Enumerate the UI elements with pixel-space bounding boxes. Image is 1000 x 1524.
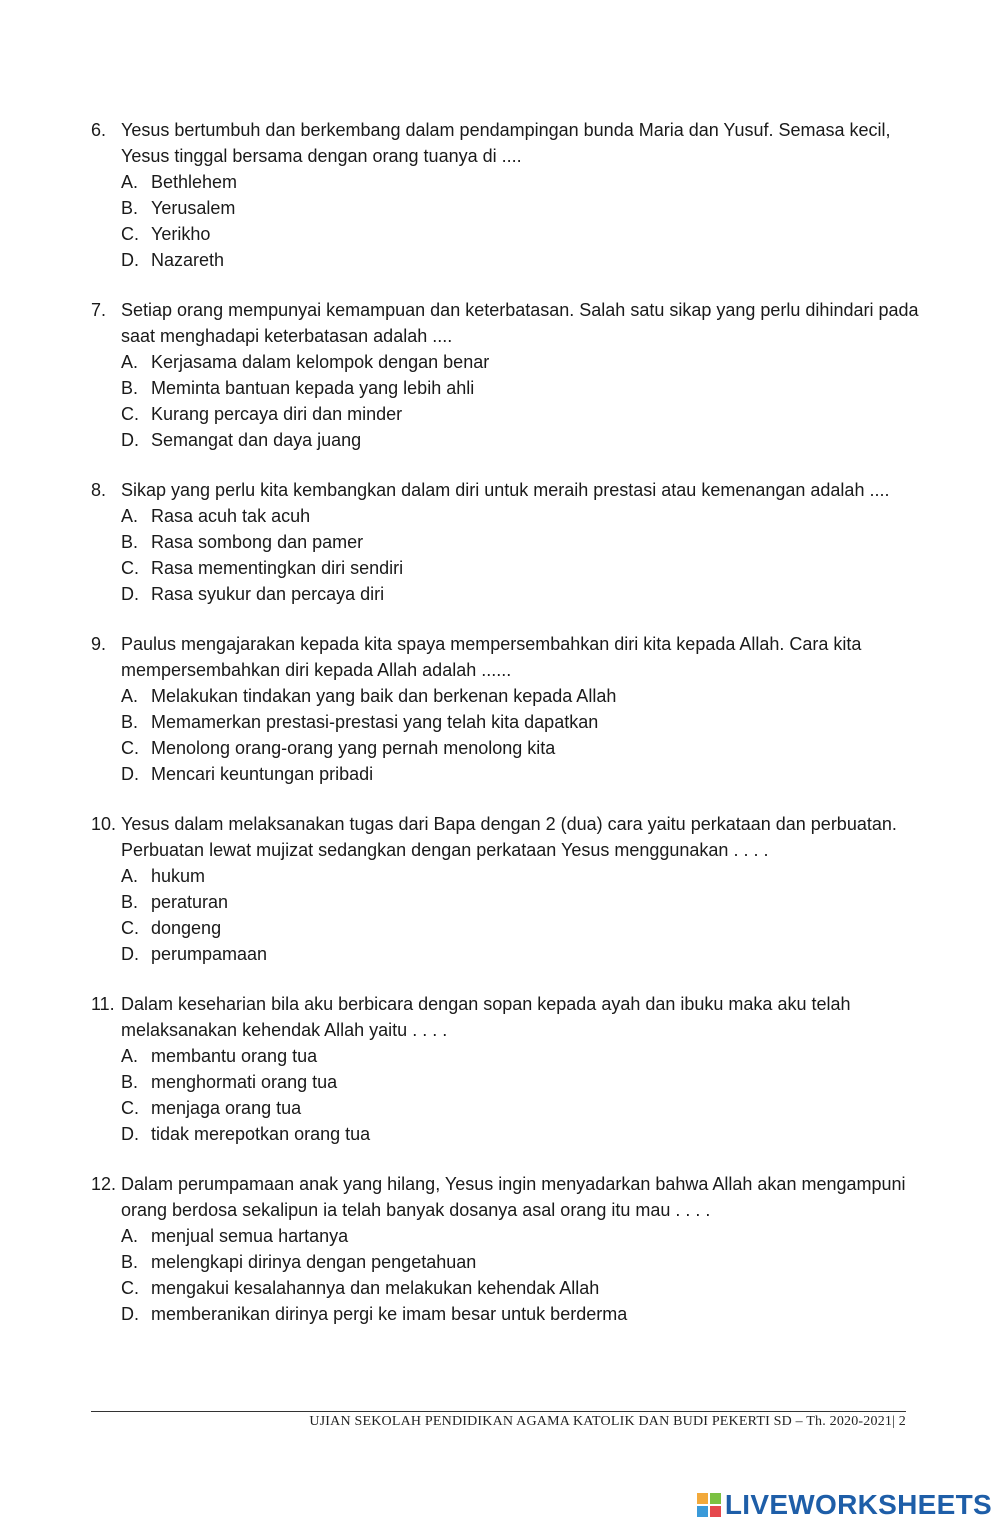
option-text: membantu orang tua — [151, 1046, 318, 1066]
option-a[interactable] — [121, 169, 921, 195]
option-letter: B. — [121, 532, 139, 552]
question-text: Sikap yang perlu kita kembangkan dalam diri untuk meraih prestasi atau kemenangan adalah .... — [121, 480, 890, 500]
option-letter: D. — [121, 250, 139, 270]
option-text: memberanikan dirinya pergi ke imam besar untuk berderma — [151, 1304, 628, 1324]
question-text: Paulus mengajarakan kepada kita spaya mempersembahkan diri kita kepada Allah. Cara kita mempersembahkan diri kepada Allah adalah ...... — [121, 634, 862, 680]
option-letter: B. — [121, 712, 139, 732]
option-text: Memamerkan prestasi-prestasi yang telah kita dapatkan — [151, 712, 599, 732]
option-d[interactable] — [121, 941, 921, 967]
question-number: 11. — [91, 994, 115, 1014]
option-letter: D. — [121, 1304, 139, 1324]
option-text: Yerikho — [151, 224, 211, 244]
liveworksheets-brand[interactable] — [696, 1489, 992, 1521]
option-b[interactable] — [121, 889, 921, 915]
question-8 — [91, 477, 921, 607]
option-text: perumpamaan — [151, 944, 268, 964]
option-letter: C. — [121, 918, 139, 938]
option-a[interactable] — [121, 863, 921, 889]
question-text: Setiap orang mempunyai kemampuan dan keterbatasan. Salah satu sikap yang perlu dihindari pada saat menghadapi keterbatasan adalah .... — [121, 300, 919, 346]
option-letter: A. — [121, 866, 139, 886]
question-list — [91, 117, 921, 1351]
question-10 — [91, 811, 921, 967]
option-d[interactable] — [121, 761, 921, 787]
option-a[interactable] — [121, 1043, 921, 1069]
question-6 — [91, 117, 921, 273]
option-c[interactable] — [121, 735, 921, 761]
page-footer: UJIAN SEKOLAH PENDIDIKAN AGAMA KATOLIK DAN BUDI PEKERTI SD – Th. 2020-2021| 2 — [309, 1414, 906, 1429]
option-b[interactable] — [121, 529, 921, 555]
option-letter: B. — [121, 198, 139, 218]
option-letter: C. — [121, 404, 139, 424]
option-b[interactable] — [121, 709, 921, 735]
option-text: Rasa acuh tak acuh — [151, 506, 311, 526]
option-text: melengkapi dirinya dengan pengetahuan — [151, 1252, 477, 1272]
option-letter: B. — [121, 892, 139, 912]
option-text: peraturan — [151, 892, 229, 912]
option-c[interactable] — [121, 1275, 921, 1301]
option-b[interactable] — [121, 1069, 921, 1095]
question-number: 9. — [91, 634, 107, 654]
option-a[interactable] — [121, 349, 921, 375]
question-text: Dalam keseharian bila aku berbicara dengan sopan kepada ayah dan ibuku maka aku telah melaksanakan kehendak Allah yaitu . . . . — [121, 994, 851, 1040]
option-text: Rasa syukur dan percaya diri — [151, 584, 385, 604]
question-text: Yesus dalam melaksanakan tugas dari Bapa dengan 2 (dua) cara yaitu perkataan dan perbuatan. Perbuatan lewat mujizat sedangkan dengan perkataan Yesus menggunakan . . . . — [121, 814, 897, 860]
option-letter: D. — [121, 430, 139, 450]
option-letter: C. — [121, 1098, 139, 1118]
option-text: Nazareth — [151, 250, 225, 270]
question-9 — [91, 631, 921, 787]
option-c[interactable] — [121, 1095, 921, 1121]
option-letter: C. — [121, 1278, 139, 1298]
brand-name: LIVEWORKSHEETS — [724, 1489, 992, 1520]
option-text: Menolong orang-orang yang pernah menolong kita — [151, 738, 556, 758]
option-c[interactable] — [121, 221, 921, 247]
option-d[interactable] — [121, 427, 921, 453]
option-d[interactable] — [121, 581, 921, 607]
option-letter: D. — [121, 584, 139, 604]
question-12 — [91, 1171, 921, 1327]
option-letter: A. — [121, 686, 139, 706]
option-d[interactable] — [121, 1121, 921, 1147]
footer-divider — [91, 1411, 906, 1412]
option-text: menjaga orang tua — [151, 1098, 302, 1118]
option-c[interactable] — [121, 555, 921, 581]
option-letter: B. — [121, 1252, 139, 1272]
option-text: Mencari keuntungan pribadi — [151, 764, 374, 784]
option-a[interactable] — [121, 683, 921, 709]
option-text: menghormati orang tua — [151, 1072, 338, 1092]
option-letter: B. — [121, 1072, 139, 1092]
option-c[interactable] — [121, 915, 921, 941]
option-letter: D. — [121, 944, 139, 964]
option-text: dongeng — [151, 918, 222, 938]
option-text: Kerjasama dalam kelompok dengan benar — [151, 352, 490, 372]
question-7 — [91, 297, 921, 453]
option-text: Rasa sombong dan pamer — [151, 532, 364, 552]
question-number: 6. — [91, 120, 107, 140]
option-text: menjual semua hartanya — [151, 1226, 349, 1246]
question-11 — [91, 991, 921, 1147]
option-text: Yerusalem — [151, 198, 236, 218]
option-text: Kurang percaya diri dan minder — [151, 404, 403, 424]
option-text: mengakui kesalahannya dan melakukan kehendak Allah — [151, 1278, 600, 1298]
option-letter: D. — [121, 764, 139, 784]
option-letter: A. — [121, 172, 139, 192]
option-b[interactable] — [121, 375, 921, 401]
option-text: Semangat dan daya juang — [151, 430, 362, 450]
liveworksheets-logo-icon — [696, 1492, 722, 1518]
option-letter: A. — [121, 352, 139, 372]
option-letter: A. — [121, 506, 139, 526]
option-text: Meminta bantuan kepada yang lebih ahli — [151, 378, 475, 398]
question-text: Yesus bertumbuh dan berkembang dalam pendampingan bunda Maria dan Yusuf. Semasa kecil, Yesus tinggal bersama dengan orang tuanya di .... — [121, 120, 891, 166]
option-text: Melakukan tindakan yang baik dan berkenan kepada Allah — [151, 686, 617, 706]
option-letter: A. — [121, 1046, 139, 1066]
option-d[interactable] — [121, 1301, 921, 1327]
option-c[interactable] — [121, 401, 921, 427]
question-text: Dalam perumpamaan anak yang hilang, Yesus ingin menyadarkan bahwa Allah akan mengampuni orang berdosa sekalipun ia telah banyak dosanya asal orang itu mau . . . . — [121, 1174, 906, 1220]
option-letter: C. — [121, 224, 139, 244]
question-number: 8. — [91, 480, 107, 500]
option-text: hukum — [151, 866, 206, 886]
option-text: Rasa mementingkan diri sendiri — [151, 558, 404, 578]
option-letter: A. — [121, 1226, 139, 1246]
option-letter: C. — [121, 558, 139, 578]
question-number: 12. — [91, 1174, 117, 1194]
option-b[interactable] — [121, 195, 921, 221]
option-b[interactable] — [121, 1249, 921, 1275]
option-a[interactable] — [121, 1223, 921, 1249]
option-letter: B. — [121, 378, 139, 398]
option-d[interactable] — [121, 247, 921, 273]
option-text: tidak merepotkan orang tua — [151, 1124, 371, 1144]
option-letter: C. — [121, 738, 139, 758]
question-number: 7. — [91, 300, 107, 320]
question-number: 10. — [91, 814, 117, 834]
option-text: Bethlehem — [151, 172, 238, 192]
option-letter: D. — [121, 1124, 139, 1144]
option-a[interactable] — [121, 503, 921, 529]
